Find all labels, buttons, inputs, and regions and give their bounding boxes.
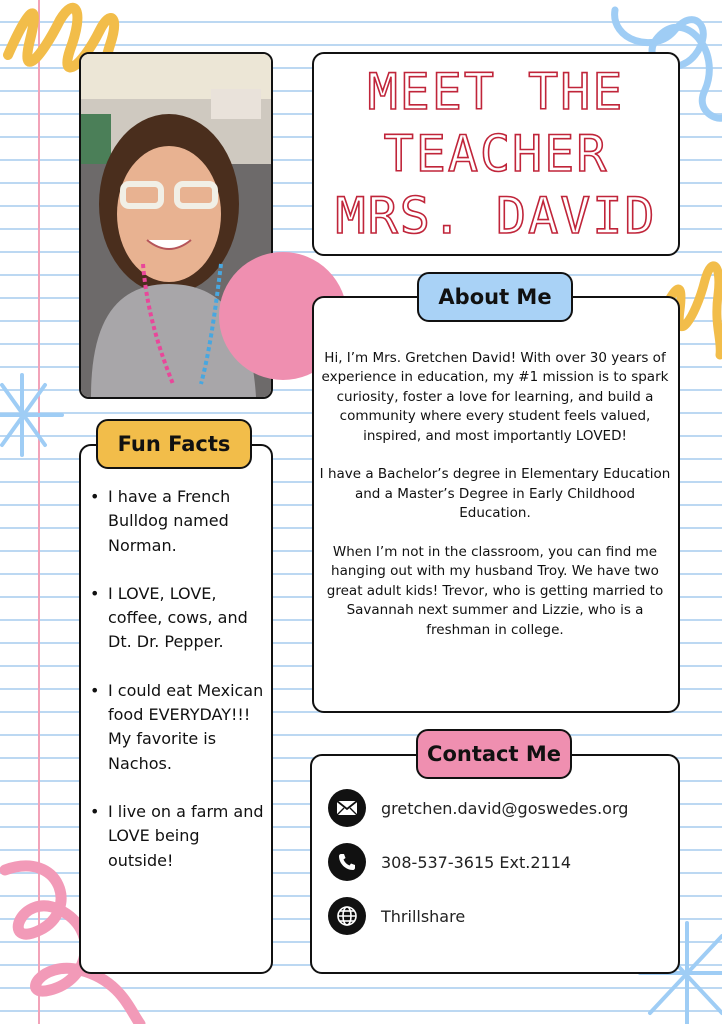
contact-phone[interactable]: 308-537-3615 Ext.2114	[381, 852, 572, 872]
contact-email[interactable]: gretchen.david@goswedes.org	[381, 798, 629, 818]
about-paragraph-2: I have a Bachelor’s degree in Elementary Education and a Master’s Degree in Early Childhood Education.	[319, 466, 671, 522]
title-box	[312, 52, 680, 256]
fun-facts-heading: Fun Facts	[96, 419, 252, 469]
contact-web-row[interactable]	[328, 896, 465, 936]
contact-heading: Contact Me	[416, 729, 572, 779]
fun-fact-item: • I have a French Bulldog named Norman.	[88, 485, 264, 558]
contact-email-row[interactable]	[328, 788, 628, 828]
fun-fact-item: • I LOVE, LOVE, coffee, cows, and Dt. Dr. Pepper.	[88, 582, 264, 655]
title-line-2: TEACHER	[383, 125, 609, 183]
about-text	[318, 349, 672, 659]
contact-web[interactable]: Thrillshare	[381, 906, 466, 926]
about-paragraph-3: When I’m not in the classroom, you can find me hanging out with my husband Troy. We have two great adult kids! Trevor, who is getting married to Savannah next summer and Lizzie, who is a freshman in college.	[326, 544, 664, 638]
about-paragraph-1: Hi, I’m Mrs. Gretchen David! With over 30 years of experience in education, my #1 mission is to spark curiosity, foster a love for learning, and build a community where every student feels valued, inspired, and most importantly LOVED!	[321, 350, 669, 444]
title-line-3: MRS. DAVID	[335, 187, 657, 245]
globe-icon	[328, 897, 366, 935]
fun-fact-item: • I could eat Mexican food EVERYDAY!!! My favorite is Nachos.	[88, 679, 264, 776]
phone-icon	[328, 843, 366, 881]
fun-facts-list	[88, 485, 264, 897]
contact-phone-row[interactable]	[328, 842, 571, 882]
about-heading: About Me	[417, 272, 573, 322]
envelope-icon	[328, 789, 366, 827]
title-line-1: MEET THE	[367, 63, 625, 121]
blue-star-left	[0, 370, 70, 460]
fun-fact-item: • I live on a farm and LOVE being outside!	[88, 800, 264, 873]
